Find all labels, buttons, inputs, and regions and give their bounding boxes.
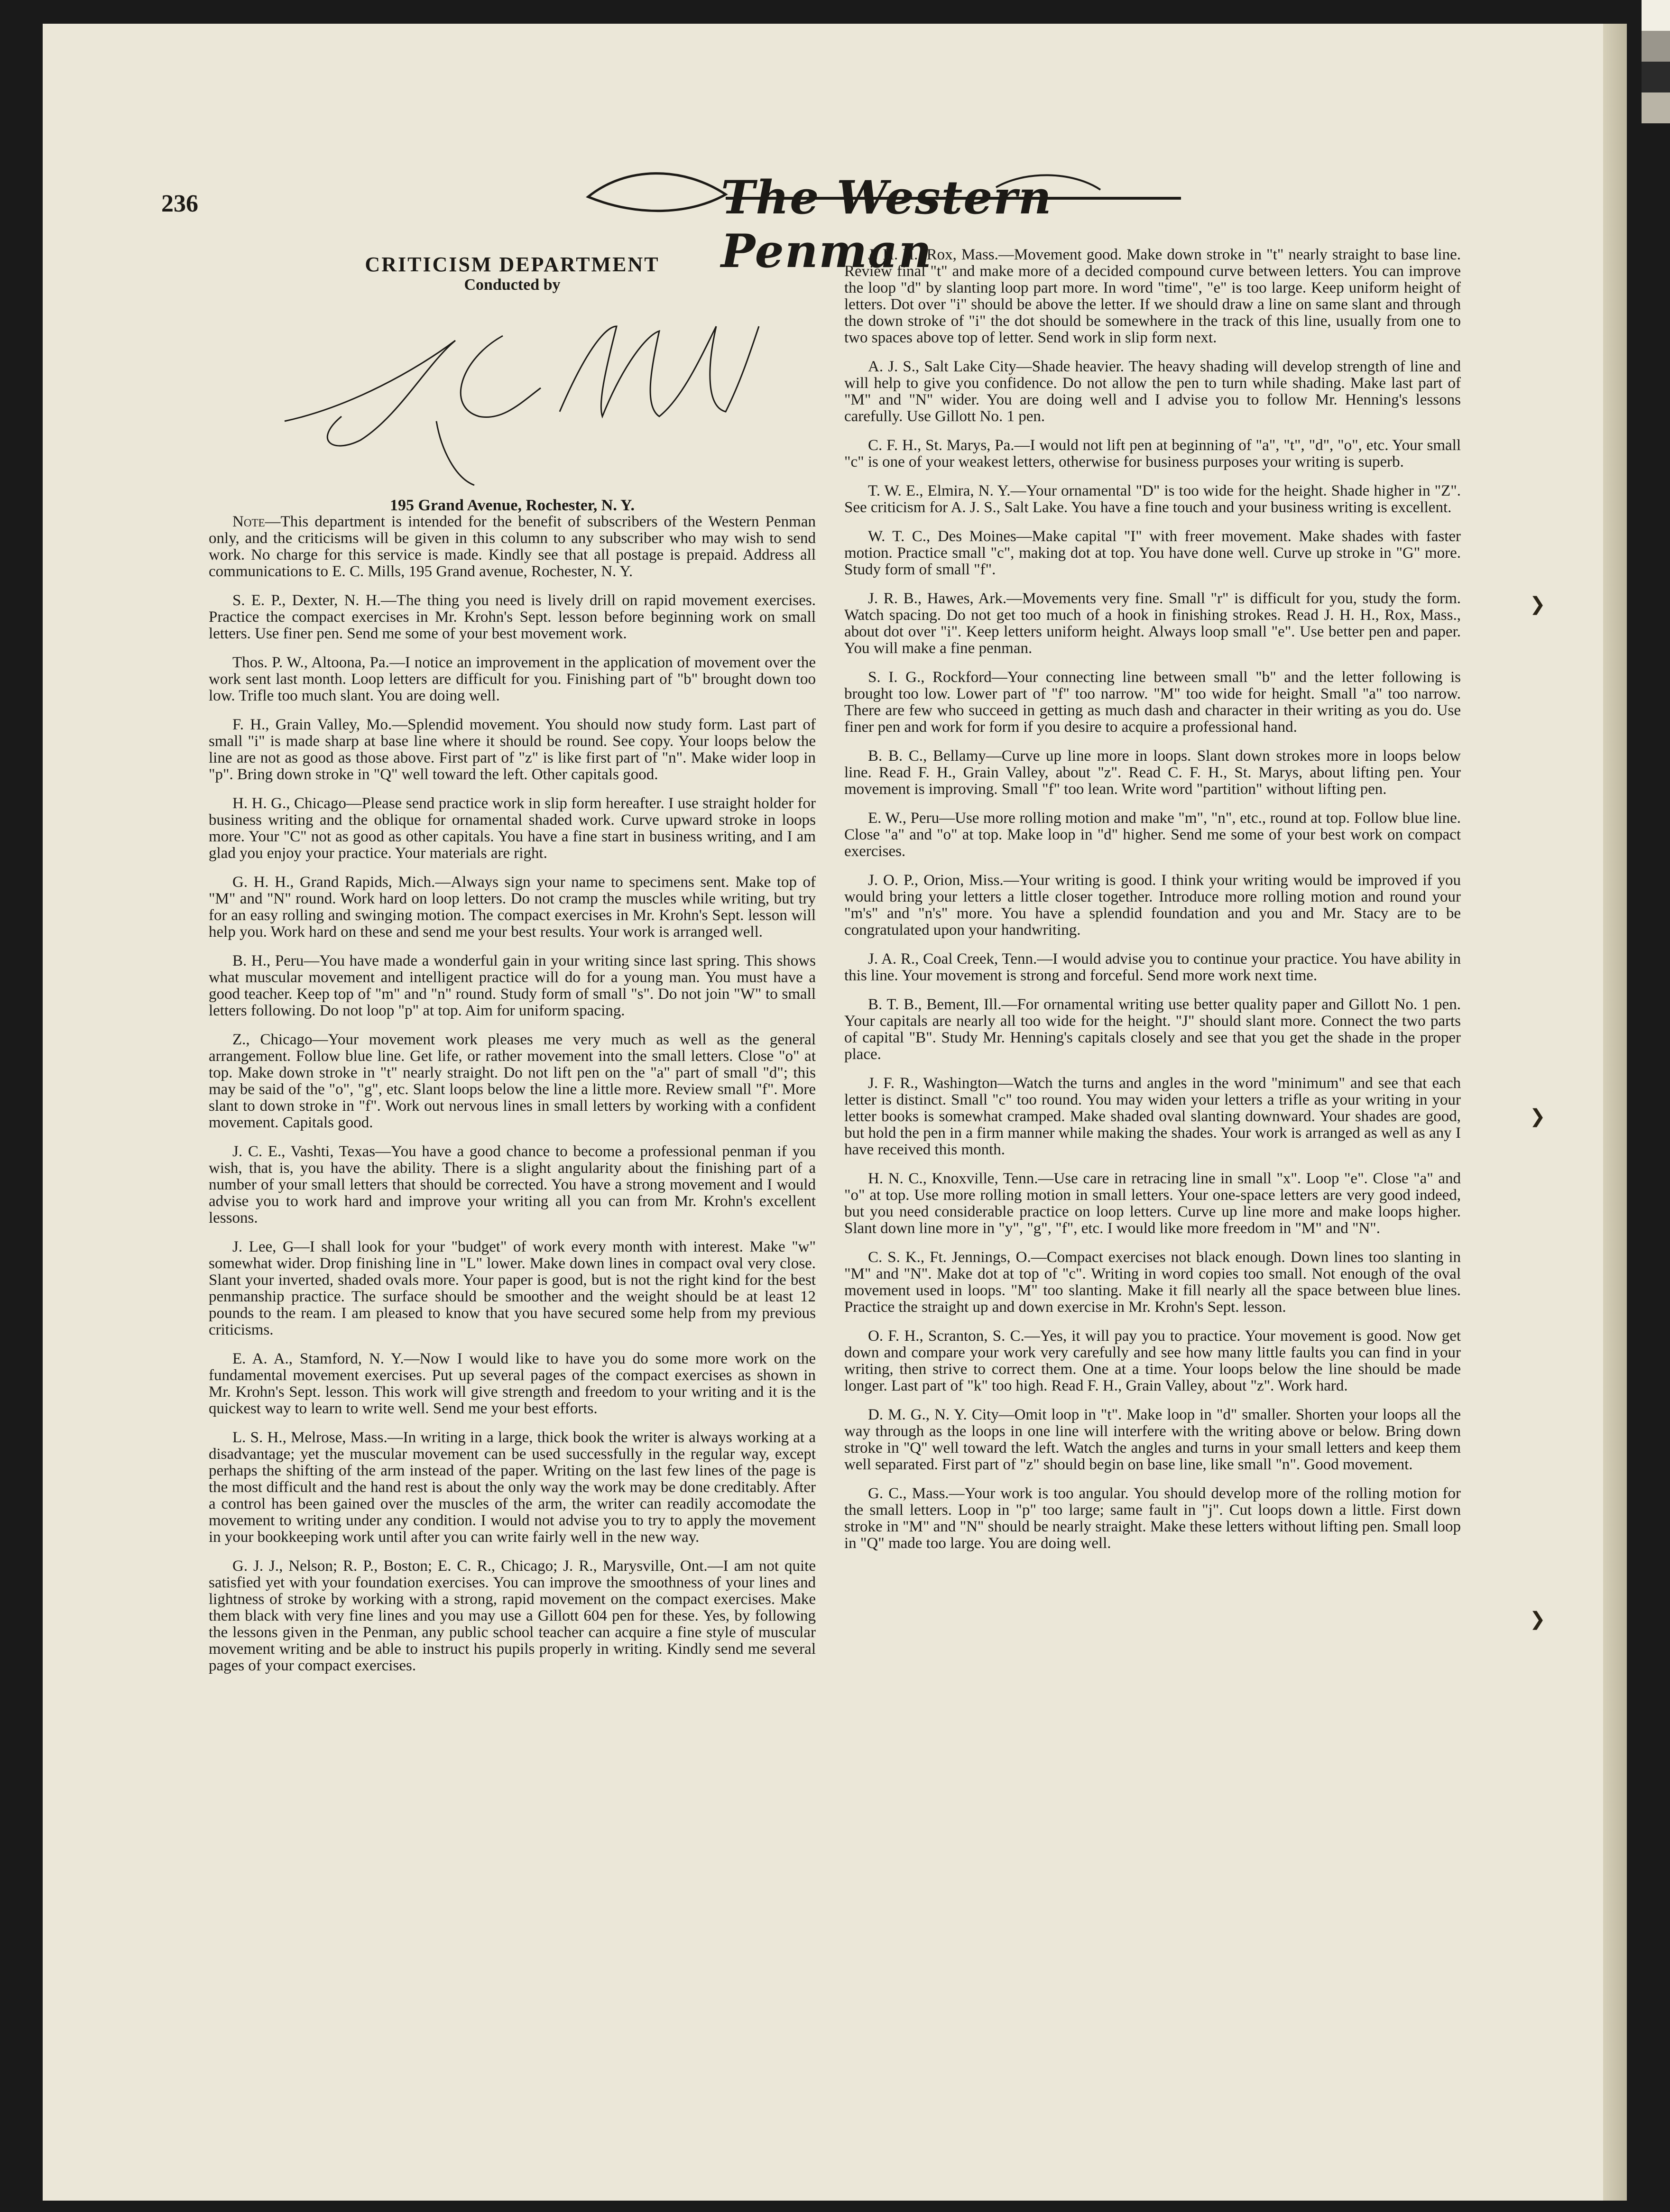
margin-mark-icon: ❯ bbox=[1530, 593, 1546, 615]
criticism-entry: S. I. G., Rockford—Your connecting line between small "b" and the letter following is brought too low. Lower part of "f" too narrow. "M" too wide for height. Small "a" too narrow. There are few who succeed in getting as much dash and character in their writing as you do. Use finer pen and work for form if you desire to acquire a professional hand. bbox=[844, 669, 1461, 736]
department-note bbox=[209, 514, 816, 580]
criticism-entry: E. A. A., Stamford, N. Y.—Now I would like to have you do some more work on the fundamental movement exercises. Put up several pages of the compact exercises as shown in Mr. Krohn's Sept. lesson. This work will give strength and freedom to your writing and it is the quickest way to learn to write well. Send me your best efforts. bbox=[209, 1350, 816, 1417]
criticism-entry: B. B. C., Bellamy—Curve up line more in loops. Slant down strokes more in loops below line. Read F. H., Grain Valley, about "z". Read C. F. H., St. Marys, about lifting pen. Your movement is improving. Small "f" too lean. Write word "partition" without lifting pen. bbox=[844, 747, 1461, 798]
scan-color-ruler bbox=[1642, 0, 1670, 123]
page-number: 236 bbox=[161, 190, 198, 217]
criticism-entry: C. F. H., St. Marys, Pa.—I would not lift pen at beginning of "a", "t", "d", "o", etc. Your small "c" is one of your weakest letters, otherwise for business purposes your writing is superb. bbox=[844, 437, 1461, 470]
criticism-entry: G. H. H., Grand Rapids, Mich.—Always sign your name to specimens sent. Make top of "M" and "N" round. Work hard on loop letters. Do not cramp the muscles while writing, but try for an easy rolling and swinging motion. The compact exercises in Mr. Krohn's Sept. lesson will help you. Work hard on these and send me your best results. Your work is arranged well. bbox=[209, 874, 816, 940]
note-label: Note bbox=[232, 513, 265, 530]
criticism-entry: S. E. P., Dexter, N. H.—The thing you need is lively drill on rapid movement exercises. Practice the compact exercises in Mr. Krohn's Sept. lesson before beginning work on small letters. Use finer pen. Send me some of your best movement work. bbox=[209, 592, 816, 642]
criticism-entry: L. S. H., Melrose, Mass.—In writing in a large, thick book the writer is always working at a disadvantage; yet the muscular movement can be used successfully in the regular way, except perhaps the shifting of the arm instead of the paper. Writing on the last few lines of the page is the most difficult and the hand rest is about the only way the work may be done creditably. After a control has been gained over the muscles of the arm, the writer can readily accomodate the movement to writing under any condition. I would not advise you to try to apply the movement in your bookkeeping work until after you can write fairly well in the new way. bbox=[209, 1429, 816, 1546]
department-address: 195 Grand Avenue, Rochester, N. Y. bbox=[390, 497, 635, 514]
criticism-entry: F. H., Grain Valley, Mo.—Splendid movement. You should now study form. Last part of small "i" is made sharp at base line where it should be round. See copy. Your loops below the line are not as good as those above. First part of "z" is like first part of "n". Make wider loop in "p". Bring down stroke in "Q" well toward the left. Other capitals good. bbox=[209, 716, 816, 783]
criticism-entry: A. J. S., Salt Lake City—Shade heavier. The heavy shading will develop strength of line and will help to give you confidence. Do not allow the pen to turn while shading. Make last part of "M" and "N" wider. You are doing well and I advise you to follow Mr. Henning's lessons carefully. Use Gillott No. 1 pen. bbox=[844, 358, 1461, 425]
criticism-entry: Thos. P. W., Altoona, Pa.—I notice an improvement in the application of movement over the work sent last month. Loop letters are difficult for you. Finishing part of "b" brought down too low. Trifle too much slant. You are doing well. bbox=[209, 654, 816, 704]
editor-signature bbox=[256, 298, 778, 488]
criticism-entry: G. C., Mass.—Your work is too angular. You should develop more of the rolling motion for the small letters. Loop in "p" too large; same fault in "j". Cut loops down a little. First down stroke in "M" and "N" should be nearly straight. Make these letters without lifting pen. Small loop in "Q" made too large. You are doing well. bbox=[844, 1485, 1461, 1552]
criticism-entry: Z., Chicago—Your movement work pleases me very much as well as the general arrangement. Follow blue line. Get life, or rather movement into the small letters. Close "o" at top. Make down stroke in "t" nearly straight. Do not lift pen on the "a" part of small "d"; this may be said of the "o", "g", etc. Slant loops below the line a little more. Review small "f". More slant to down stroke in "f". Work out nervous lines in small letters by working with a confident movement. Capitals good. bbox=[209, 1031, 816, 1131]
criticism-entry: G. J. J., Nelson; R. P., Boston; E. C. R., Chicago; J. R., Marysville, Ont.—I am not quite satisfied yet with your foundation exercises. You can improve the smoothness of your lines and lightness of stroke by working with a strong, rapid movement on the compact exercises. Make them black with very fine lines and you may use a Gillott 604 pen for these. Yes, by following the lessons given in the Penman, any public school teacher can acquire a fine style of muscular movement writing and be able to instruct his pupils properly in writing. Kindly send me several pages of your compact exercises. bbox=[209, 1558, 816, 1674]
note-text: —This department is intended for the benefit of subscribers of the Western Penman only, and the criticisms will be given in this column to any subscriber who may wish to send work. No charge for this service is made. Kindly see that all postage is prepaid. Address all communications to E. C. Mills, 195 Grand avenue, Rochester, N. Y. bbox=[209, 513, 816, 580]
left-column bbox=[209, 253, 816, 1687]
conducted-by-label: Conducted by bbox=[464, 276, 561, 294]
signature bbox=[209, 298, 816, 497]
criticism-entry: D. M. G., N. Y. City—Omit loop in "t". Make loop in "d" smaller. Shorten your loops all the way through as the loops in one line will interfere with the writing above or below. Bring down stroke in "Q" well toward the left. Watch the angles and turns in your small letters and keep them well separated. First part of "z" should begin on base line, like small "n". Good movement. bbox=[844, 1406, 1461, 1473]
right-column bbox=[844, 247, 1461, 1564]
criticism-entry: O. F. H., Scranton, S. C.—Yes, it will pay you to practice. Your movement is good. Now get down and compare your work very carefully and see how many little faults you can find in your writing, then strive to correct them. One at a time. Your loops below the line should be made longer. Last part of "k" too high. Read F. H., Grain Valley, about "z". Work hard. bbox=[844, 1327, 1461, 1394]
criticism-entry: C. S. K., Ft. Jennings, O.—Compact exercises not black enough. Down lines too slanting in "M" and "N". Make dot at top of "c". Writing in word copies too small. Not enough of the oval movement used in loops. "M" too slanting. Make it fill nearly all the space between blue lines. Practice the straight up and down exercise in Mr. Krohn's Sept. lesson. bbox=[844, 1249, 1461, 1316]
masthead-title: The Western Penman bbox=[721, 171, 1052, 278]
criticism-entry: J. O. P., Orion, Miss.—Your writing is good. I think your writing would be improved if you would bring your letters a little closer together. Introduce more rolling motion and round your "m's" and "n's" more. You have a splendid foundation and you and Mr. Stacy are to be congratulated upon your handwriting. bbox=[844, 872, 1461, 939]
masthead bbox=[569, 161, 1186, 278]
criticism-entry: H. H. G., Chicago—Please send practice work in slip form hereafter. I use straight holder for business writing and the oblique for ornamental shaded work. Curve upward stroke in loops more. Your "C" not as good as other capitals. You have a fine start in business writing, and I am glad you enjoy your practice. Your materials are right. bbox=[209, 795, 816, 862]
criticism-entry: B. H., Peru—You have made a wonderful gain in your writing since last spring. This shows what muscular movement and intelligent practice will do for a young man. You must have a good teacher. Keep top of "m" and "n" round. Study form of small "s". Do not join "W" to small letters following. Do not loop "p" at top. Aim for uniform spacing. bbox=[209, 952, 816, 1019]
criticism-entry: E. W., Peru—Use more rolling motion and make "m", "n", etc., round at top. Follow blue line. Close "a" and "o" at top. Make loop in "d" higher. Send me some of your best work on compact exercises. bbox=[844, 810, 1461, 860]
criticism-entry: H. N. C., Knoxville, Tenn.—Use care in retracing line in small "x". Loop "e". Close "a" and "o" at top. Use more rolling motion in small letters. Your one-space letters are very good indeed, but you need considerable practice on loop letters. Curve up line more and make loops higher. Slant down line more in "y", "g", "f", etc. I would like more freedom in "M" and "N". bbox=[844, 1170, 1461, 1237]
page-spine bbox=[1603, 24, 1627, 2201]
criticism-entry: J. R. B., Hawes, Ark.—Movements very fine. Small "r" is difficult for you, study the form. Watch spacing. Do not get too much of a hook in finishing strokes. Read J. H. H., Rox, Mass., about dot over "i". Keep letters uniform height. Always loop small "e". Use better pen and paper. You will make a fine penman. bbox=[844, 590, 1461, 657]
criticism-entry: J. H. H., Rox, Mass.—Movement good. Make down stroke in "t" nearly straight to base line. Review final "t" and make more of a decided compound curve between letters. You can improve the loop "d" by slanting loop part more. In word "time", "e" is too large. Keep uniform height of letters. Dot over "i" should be above the letter. If we should draw a line on same slant and through the down stroke of "i" the dot should be somewhere in the track of this line, usually from one to two spaces above top of letter. Send work in slip form next. bbox=[844, 246, 1461, 346]
criticism-entry: T. W. E., Elmira, N. Y.—Your ornamental "D" is too wide for the height. Shade higher in "Z". See criticism for A. J. S., Salt Lake. You have a fine touch and your business writing is excellent. bbox=[844, 482, 1461, 516]
department-heading: CRITICISM DEPARTMENT bbox=[365, 253, 660, 276]
criticism-entry: J. A. R., Coal Creek, Tenn.—I would advise you to continue your practice. You have ability in this line. Your movement is strong and forceful. Send more work next time. bbox=[844, 950, 1461, 984]
criticism-entry: B. T. B., Bement, Ill.—For ornamental writing use better quality paper and Gillott No. 1 pen. Your capitals are nearly all too wide for the height. "J" should slant more. Connect the two parts of capital "B". Study Mr. Henning's capitals closely and see that you get the shade in the proper place. bbox=[844, 996, 1461, 1063]
criticism-entry: W. T. C., Des Moines—Make capital "I" with freer movement. Make shades with faster motion. Practice small "c", making dot at top. You have done well. Curve up stroke in "G" more. Study form of small "f". bbox=[844, 528, 1461, 578]
margin-mark-icon: ❯ bbox=[1530, 1608, 1546, 1630]
criticism-entry: J. Lee, G—I shall look for your "budget" of work every month with interest. Make "w" somewhat wider. Drop finishing line in "L" lower. Make down lines in compact oval very close. Slant your inverted, shaded ovals more. Your paper is good, but is not the right kind for the best penmanship practice. The surface should be smoother and the weight should be at least 12 pounds to the ream. I am pleased to know that you have secured some help from my previous criticisms. bbox=[209, 1238, 816, 1338]
margin-mark-icon: ❯ bbox=[1530, 1106, 1546, 1127]
criticism-entry: J. F. R., Washington—Watch the turns and angles in the word "minimum" and see that each letter is distinct. Small "c" too round. You may widen your letters a trifle as your writing in your letter books is somewhat cramped. Make shaded oval slanting downward. Your shades are good, but hold the pen in a firm manner while making the shades. Your work is arranged as well as any I have received this month. bbox=[844, 1075, 1461, 1158]
criticism-entry: J. C. E., Vashti, Texas—You have a good chance to become a professional penman if you wish, that is, you have the ability. There is a slight angularity about the finishing part of a number of your small letters that should be corrected. You have a strong movement and I would advise you to work hard and improve your writing all you can from Mr. Krohn's excellent lessons. bbox=[209, 1143, 816, 1226]
